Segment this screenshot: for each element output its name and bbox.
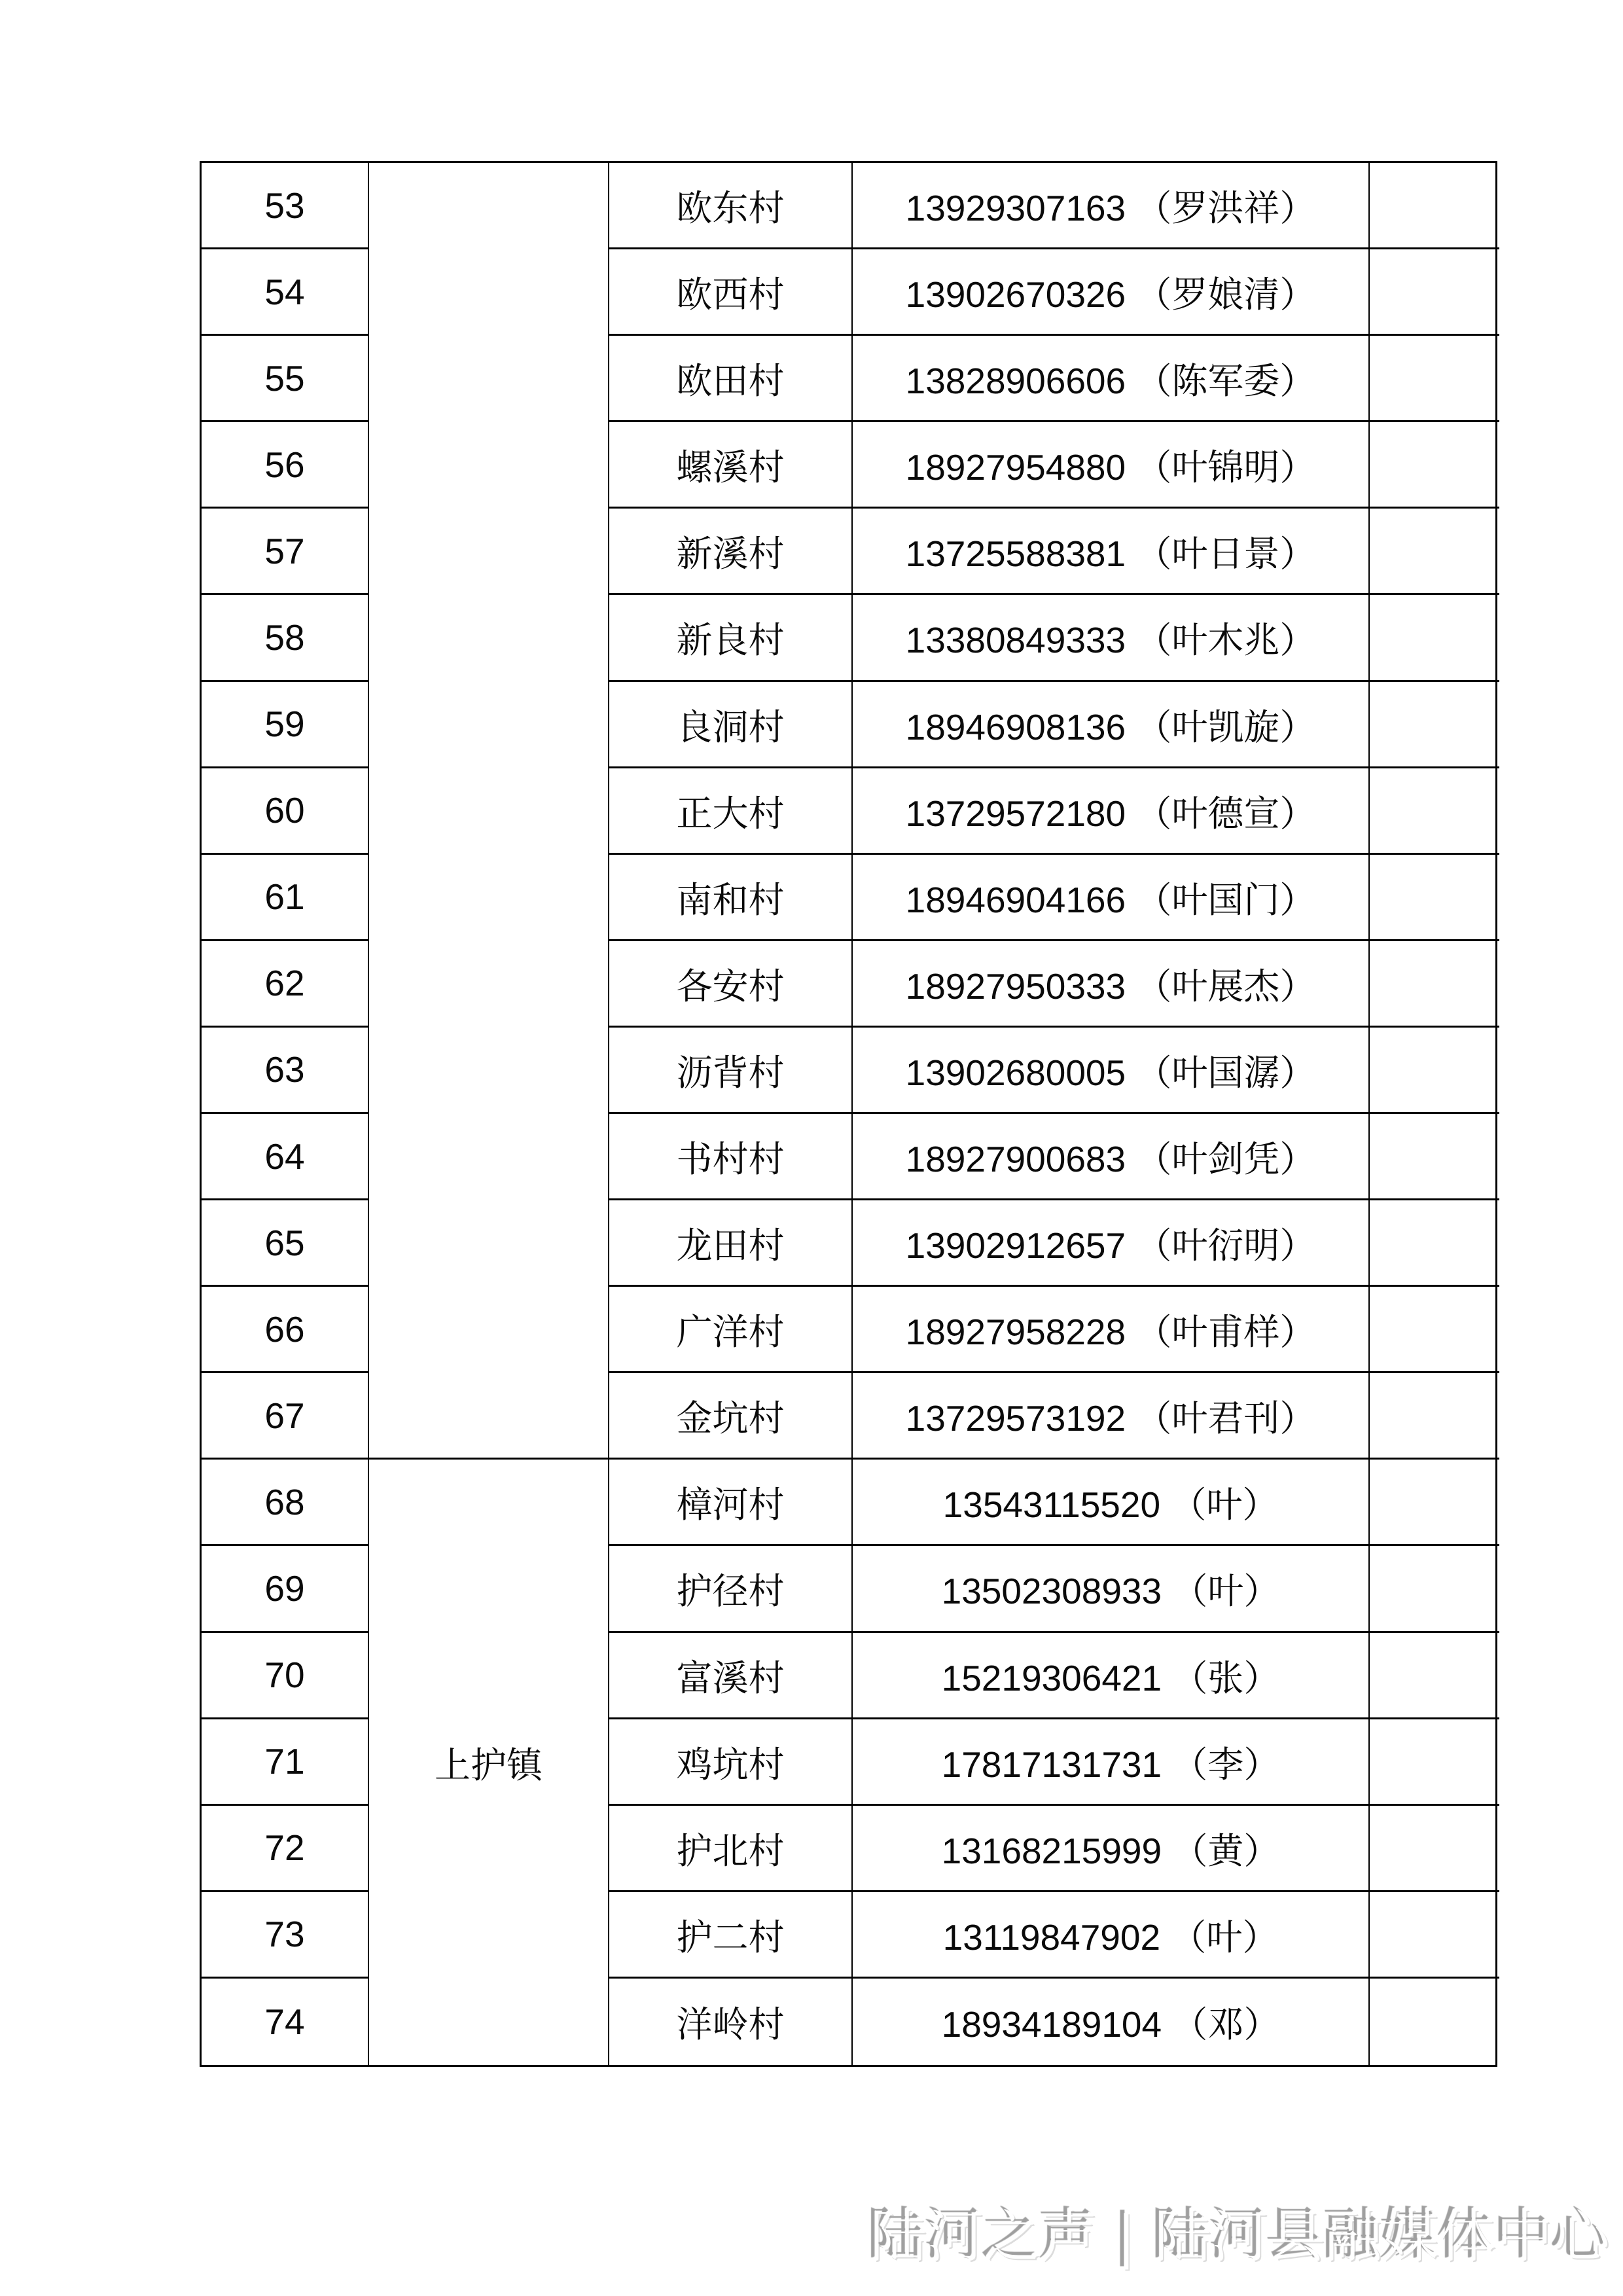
town-cell: 上护镇 xyxy=(369,1460,609,2065)
village-cell: 洋岭村 xyxy=(609,1979,853,2065)
town-cell xyxy=(369,163,609,1460)
row-number-cell: 70 xyxy=(202,1633,369,1719)
village-cell: 螺溪村 xyxy=(609,422,853,509)
village-cell: 广洋村 xyxy=(609,1287,853,1373)
phone-cell: 13929307163 （罗洪祥） xyxy=(853,163,1370,249)
empty-cell xyxy=(1370,595,1499,681)
row-number-cell: 57 xyxy=(202,509,369,595)
empty-cell xyxy=(1370,855,1499,941)
phone-cell: 13502308933 （叶） xyxy=(853,1546,1370,1632)
row-number-cell: 74 xyxy=(202,1979,369,2065)
empty-cell xyxy=(1370,1719,1499,1806)
village-cell: 各安村 xyxy=(609,941,853,1028)
empty-cell xyxy=(1370,768,1499,855)
row-number-cell: 71 xyxy=(202,1719,369,1806)
phone-cell: 18927954880 （叶锦明） xyxy=(853,422,1370,509)
empty-cell xyxy=(1370,422,1499,509)
row-number-cell: 67 xyxy=(202,1373,369,1460)
empty-cell xyxy=(1370,1200,1499,1287)
village-cell: 沥背村 xyxy=(609,1028,853,1114)
village-cell: 护北村 xyxy=(609,1806,853,1892)
phone-cell: 18946908136 （叶凯旋） xyxy=(853,682,1370,768)
row-number-cell: 63 xyxy=(202,1028,369,1114)
village-cell: 护径村 xyxy=(609,1546,853,1632)
phone-cell: 13729573192 （叶君刊） xyxy=(853,1373,1370,1460)
empty-cell xyxy=(1370,1546,1499,1632)
empty-cell xyxy=(1370,1287,1499,1373)
row-number-cell: 58 xyxy=(202,595,369,681)
village-cell: 欧东村 xyxy=(609,163,853,249)
empty-cell xyxy=(1370,1114,1499,1200)
phone-cell: 13902670326 （罗娘清） xyxy=(853,249,1370,336)
row-number-cell: 60 xyxy=(202,768,369,855)
empty-cell xyxy=(1370,1979,1499,2065)
phone-cell: 15219306421 （张） xyxy=(853,1633,1370,1719)
village-cell: 樟河村 xyxy=(609,1460,853,1546)
village-cell: 书村村 xyxy=(609,1114,853,1200)
village-cell: 鸡坑村 xyxy=(609,1719,853,1806)
row-number-cell: 68 xyxy=(202,1460,369,1546)
phone-cell: 13168215999 （黄） xyxy=(853,1806,1370,1892)
village-cell: 新良村 xyxy=(609,595,853,681)
empty-cell xyxy=(1370,249,1499,336)
phone-cell: 13543115520 （叶） xyxy=(853,1460,1370,1546)
phone-cell: 18927950333 （叶展杰） xyxy=(853,941,1370,1028)
village-cell: 正大村 xyxy=(609,768,853,855)
empty-cell xyxy=(1370,336,1499,422)
phone-cell: 18927958228 （叶甫样） xyxy=(853,1287,1370,1373)
village-cell: 南和村 xyxy=(609,855,853,941)
phone-cell: 13729572180 （叶德宣） xyxy=(853,768,1370,855)
row-number-cell: 59 xyxy=(202,682,369,768)
village-cell: 良洞村 xyxy=(609,682,853,768)
row-number-cell: 62 xyxy=(202,941,369,1028)
row-number-cell: 55 xyxy=(202,336,369,422)
phone-cell: 17817131731 （李） xyxy=(853,1719,1370,1806)
row-number-cell: 65 xyxy=(202,1200,369,1287)
phone-cell: 13119847902 （叶） xyxy=(853,1892,1370,1979)
village-cell: 金坑村 xyxy=(609,1373,853,1460)
empty-cell xyxy=(1370,1892,1499,1979)
row-number-cell: 72 xyxy=(202,1806,369,1892)
row-number-cell: 66 xyxy=(202,1287,369,1373)
empty-cell xyxy=(1370,509,1499,595)
phone-cell: 13902912657 （叶衍明） xyxy=(853,1200,1370,1287)
row-number-cell: 56 xyxy=(202,422,369,509)
empty-cell xyxy=(1370,1460,1499,1546)
phone-cell: 13902680005 （叶国潺） xyxy=(853,1028,1370,1114)
row-number-cell: 53 xyxy=(202,163,369,249)
village-cell: 护二村 xyxy=(609,1892,853,1979)
empty-cell xyxy=(1370,682,1499,768)
village-cell: 新溪村 xyxy=(609,509,853,595)
row-number-cell: 54 xyxy=(202,249,369,336)
village-cell: 欧西村 xyxy=(609,249,853,336)
row-number-cell: 73 xyxy=(202,1892,369,1979)
empty-cell xyxy=(1370,941,1499,1028)
row-number-cell: 69 xyxy=(202,1546,369,1632)
watermark: 陆河之声 | 陆河县融媒体中心 xyxy=(870,2204,1611,2270)
empty-cell xyxy=(1370,1028,1499,1114)
row-number-cell: 64 xyxy=(202,1114,369,1200)
phone-cell: 13725588381 （叶日景） xyxy=(853,509,1370,595)
village-cell: 富溪村 xyxy=(609,1633,853,1719)
phone-cell: 13380849333 （叶木兆） xyxy=(853,595,1370,681)
phone-cell: 18927900683 （叶剑凭） xyxy=(853,1114,1370,1200)
phone-cell: 18946904166 （叶国门） xyxy=(853,855,1370,941)
empty-cell xyxy=(1370,1633,1499,1719)
empty-cell xyxy=(1370,1806,1499,1892)
village-cell: 欧田村 xyxy=(609,336,853,422)
contacts-table xyxy=(200,161,1497,2067)
phone-cell: 18934189104 （邓） xyxy=(853,1979,1370,2065)
village-cell: 龙田村 xyxy=(609,1200,853,1287)
empty-cell xyxy=(1370,163,1499,249)
row-number-cell: 61 xyxy=(202,855,369,941)
phone-cell: 13828906606 （陈军委） xyxy=(853,336,1370,422)
empty-cell xyxy=(1370,1373,1499,1460)
